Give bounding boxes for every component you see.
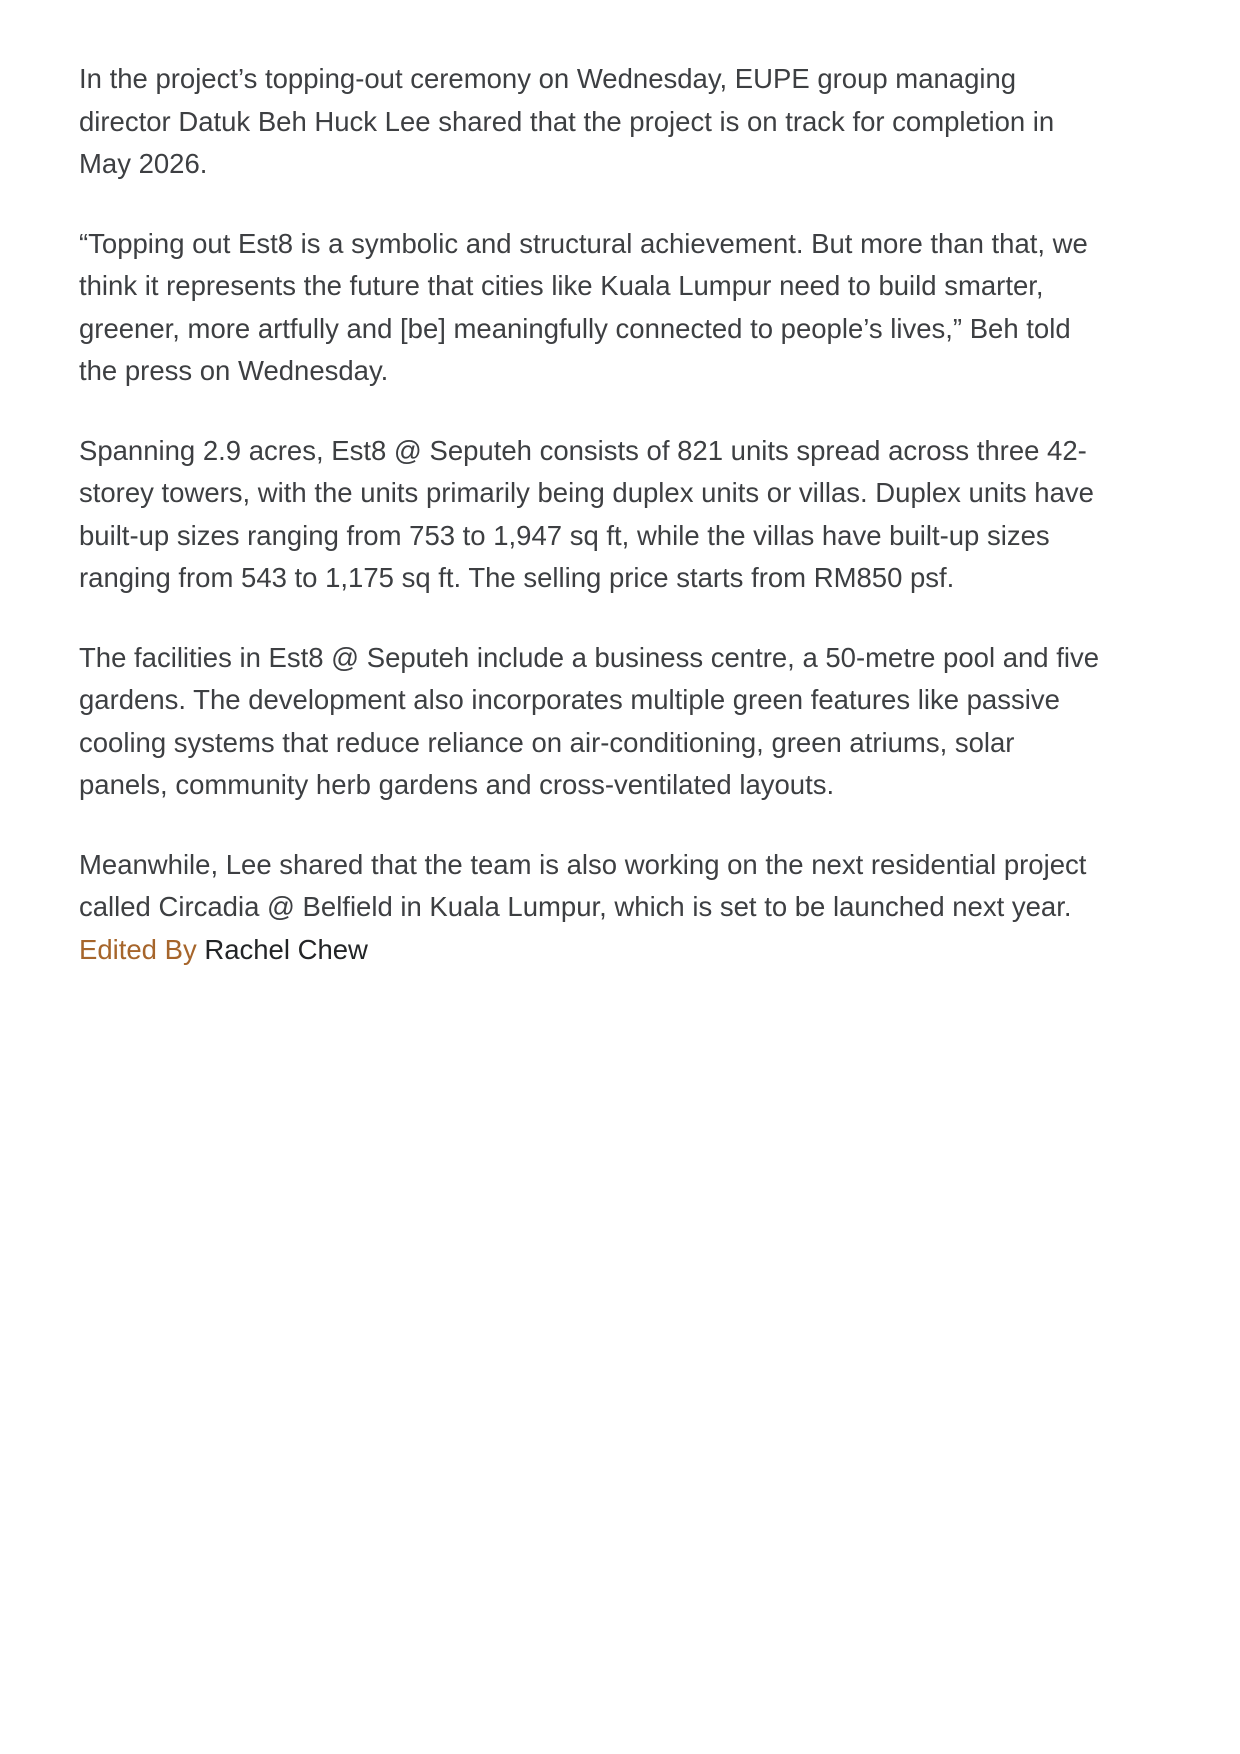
article-paragraph: Meanwhile, Lee shared that the team is also working on the next residential project called Circadia @ Belfield in Kuala Lumpur, which is set to be launched next year. xyxy=(79,848,1087,922)
editor-name: Rachel Chew xyxy=(204,933,368,965)
article-paragraph: “Topping out Est8 is a symbolic and structural achievement. But more than that, we think it represents the future that cities like Kuala Lumpur need to build smarter, greener, more artfully and [be] meaningfully connected to people’s lives,” Beh told the press on Wednesday. xyxy=(79,227,1088,386)
article-paragraph: Spanning 2.9 acres, Est8 @ Seputeh consists of 821 units spread across three 42-storey towers, with the units primarily being duplex units or villas. Duplex units have built-up sizes ranging from 753 to 1,947 sq ft, while the villas have built-up sizes ranging from 543 to 1,175 sq ft. The selling price starts from RM850 psf. xyxy=(79,434,1094,593)
article-body xyxy=(79,58,1099,971)
edited-by-label: Edited By xyxy=(79,933,197,965)
article-paragraph: In the project’s topping-out ceremony on Wednesday, EUPE group managing director Datuk Beh Huck Lee shared that the project is on track for completion in May 2026. xyxy=(79,63,1055,179)
editor-credit xyxy=(79,929,1099,972)
article-paragraph: The facilities in Est8 @ Seputeh include a business centre, a 50-metre pool and five gardens. The development also incorporates multiple green features like passive cooling systems that reduce reliance on air-conditioning, green atriums, solar panels, community herb gardens and cross-ventilated layouts. xyxy=(79,641,1100,800)
